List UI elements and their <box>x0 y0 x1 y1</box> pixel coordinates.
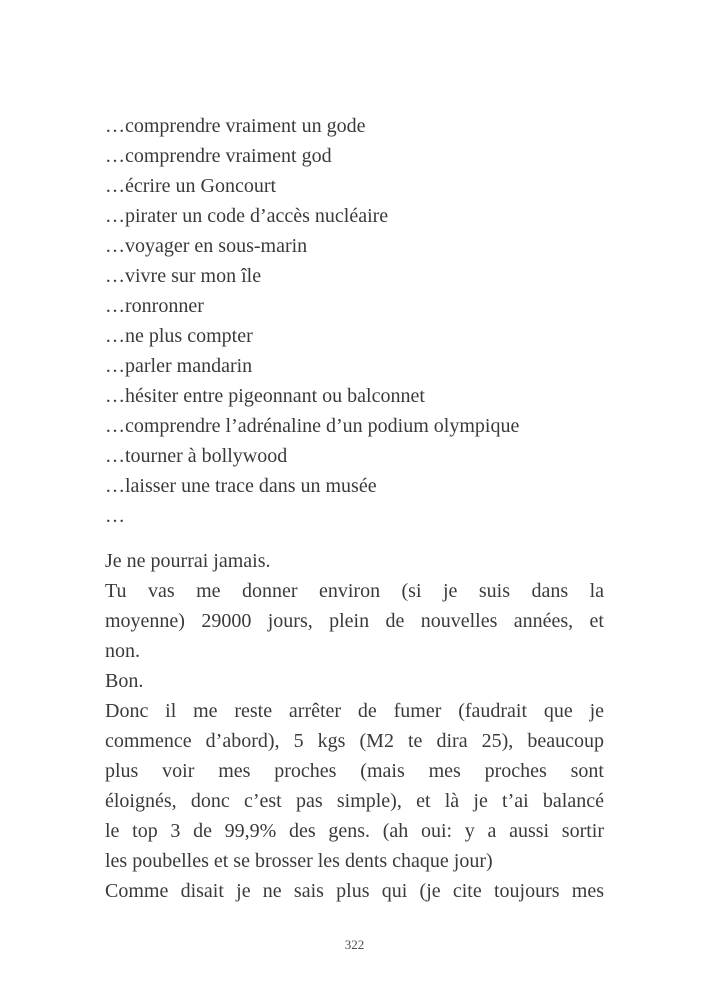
text-line: non. <box>105 640 140 662</box>
text-line: …parler mandarin <box>105 355 253 377</box>
text-line: …vivre sur mon île <box>105 265 262 287</box>
text-line: moyenne) 29000 jours, plein de nouvelles années, et <box>105 610 604 632</box>
body-paragraphs <box>105 546 604 906</box>
text-line: …hésiter entre pigeonnant ou balconnet <box>105 385 425 407</box>
ellipsis-list <box>105 111 604 531</box>
text-line: le top 3 de 99,9% des gens. (ah oui: y a aussi sortir <box>105 820 604 842</box>
text-line: éloignés, donc c’est pas simple), et là je t’ai balancé <box>105 790 604 812</box>
text-line: …voyager en sous-marin <box>105 235 308 257</box>
text-line: …comprendre l’adrénaline d’un podium olympique <box>105 415 520 437</box>
text-line: Tu vas me donner environ (si je suis dans la <box>105 580 604 602</box>
text-line: Bon. <box>105 670 144 692</box>
text-line: …comprendre vraiment un gode <box>105 115 366 137</box>
text-line: …écrire un Goncourt <box>105 175 277 197</box>
text-line: Je ne pourrai jamais. <box>105 550 271 572</box>
text-line: …ne plus compter <box>105 325 253 347</box>
text-line: … <box>105 505 125 527</box>
text-line: commence d’abord), 5 kgs (M2 te dira 25), beaucoup <box>105 730 604 752</box>
text-block <box>105 111 604 906</box>
text-line: Comme disait je ne sais plus qui (je cite toujours mes <box>105 880 604 902</box>
page-number: 322 <box>344 937 365 952</box>
text-line: …pirater un code d’accès nucléaire <box>105 205 389 227</box>
text-line: …tourner à bollywood <box>105 445 288 467</box>
text-line: …ronronner <box>105 295 204 317</box>
text-line: …laisser une trace dans un musée <box>105 475 377 497</box>
text-line: plus voir mes proches (mais mes proches sont <box>105 760 604 782</box>
text-line: …comprendre vraiment god <box>105 145 332 167</box>
text-line: les poubelles et se brosser les dents chaque jour) <box>105 850 493 872</box>
text-line: Donc il me reste arrêter de fumer (faudrait que je <box>105 700 604 722</box>
